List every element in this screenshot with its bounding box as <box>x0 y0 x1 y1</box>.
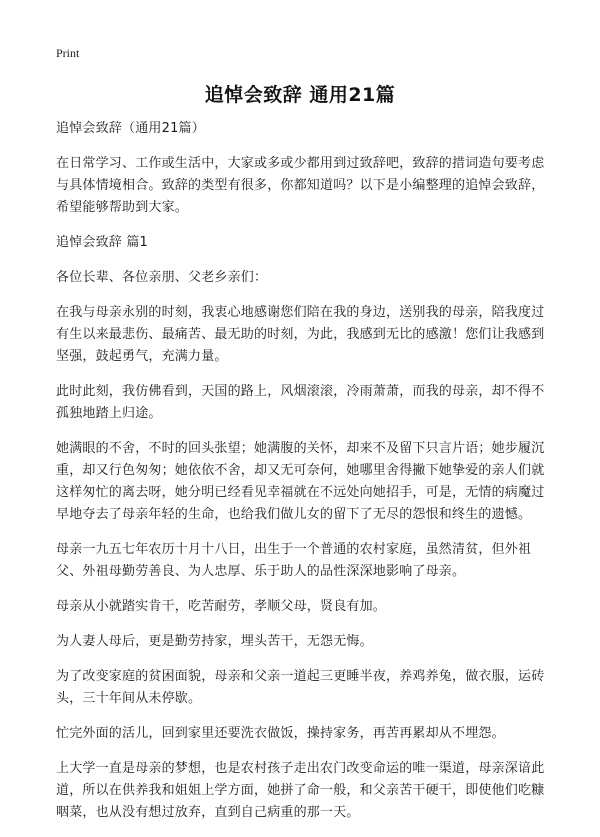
body-paragraph: 为了改变家庭的贫困面貌，母亲和父亲一道起三更睡半夜，养鸡养兔，做衣服，运砖头，三十年间从未停歇。 <box>56 669 545 706</box>
page-title: 追悼会致辞 通用21篇 <box>204 84 396 106</box>
article-body <box>56 118 556 837</box>
body-paragraph: 在我与母亲永别的时刻，我衷心地感谢您们陪在我的身边，送别我的母亲，陪我度过有生以来最悲伤、最痛苦、最无助的时刻，为此，我感到无比的感激！您们让我感到坚强，鼓起勇气，充满力量。 <box>56 305 545 364</box>
body-paragraph: 忙完外面的活儿，回到家里还要洗衣做饭，操持家务，再苦再累却从不埋怨。 <box>56 726 505 741</box>
section-heading: 追悼会致辞 篇1 <box>56 235 149 250</box>
body-paragraph: 此时此刻，我仿佛看到，天国的路上，风烟滚滚，冷雨萧萧，而我的母亲，却不得不孤独地踏上归途。 <box>56 384 545 421</box>
article-subtitle: 追悼会致辞（通用21篇） <box>56 121 205 136</box>
body-paragraph: 她满眼的不舍，不时的回头张望；她满腹的关怀，却来不及留下只言片语；她步履沉重，却又行色匆匆；她依依不舍，却又无可奈何，她哪里舍得撇下她挚爱的亲人们就这样匆忙的离去呀，她分明已经看见幸福就在不远处向她招手，可是，无情的病魔过早地夺去了母亲年轻的生命，也给我们做儿女的留下了无尽的怨恨和终生的遗憾。 <box>56 441 545 522</box>
print-link[interactable]: Print <box>56 46 80 60</box>
body-paragraph: 母亲从小就踏实肯干，吃苦耐劳，孝顺父母，贤良有加。 <box>56 599 387 614</box>
body-paragraph: 上大学一直是母亲的梦想，也是农村孩子走出农门改变命运的唯一渠道，母亲深谙此道，所以在供养我和姐姐上学方面，她拼了命一般，和父亲苦干硬干，即使他们吃糠咽菜，也从没有想过放弃，直到自己病重的那一天。 <box>56 761 545 820</box>
intro-paragraph: 在日常学习、工作或生活中，大家或多或少都用到过致辞吧，致辞的措词造句要考虑与具体情境相合。致辞的类型有很多，你都知道吗？以下是小编整理的追悼会致辞，希望能够帮助到大家。 <box>56 156 545 215</box>
salutation: 各位长辈、各位亲朋、父老乡亲们： <box>56 270 268 285</box>
body-paragraph: 母亲一九五七年农历十月十八日，出生于一个普通的农村家庭，虽然清贫，但外祖父、外祖母勤劳善良、为人忠厚、乐于助人的品性深深地影响了母亲。 <box>56 542 532 579</box>
body-paragraph: 为人妻人母后，更是勤劳持家，埋头苦干，无怨无悔。 <box>56 634 373 649</box>
